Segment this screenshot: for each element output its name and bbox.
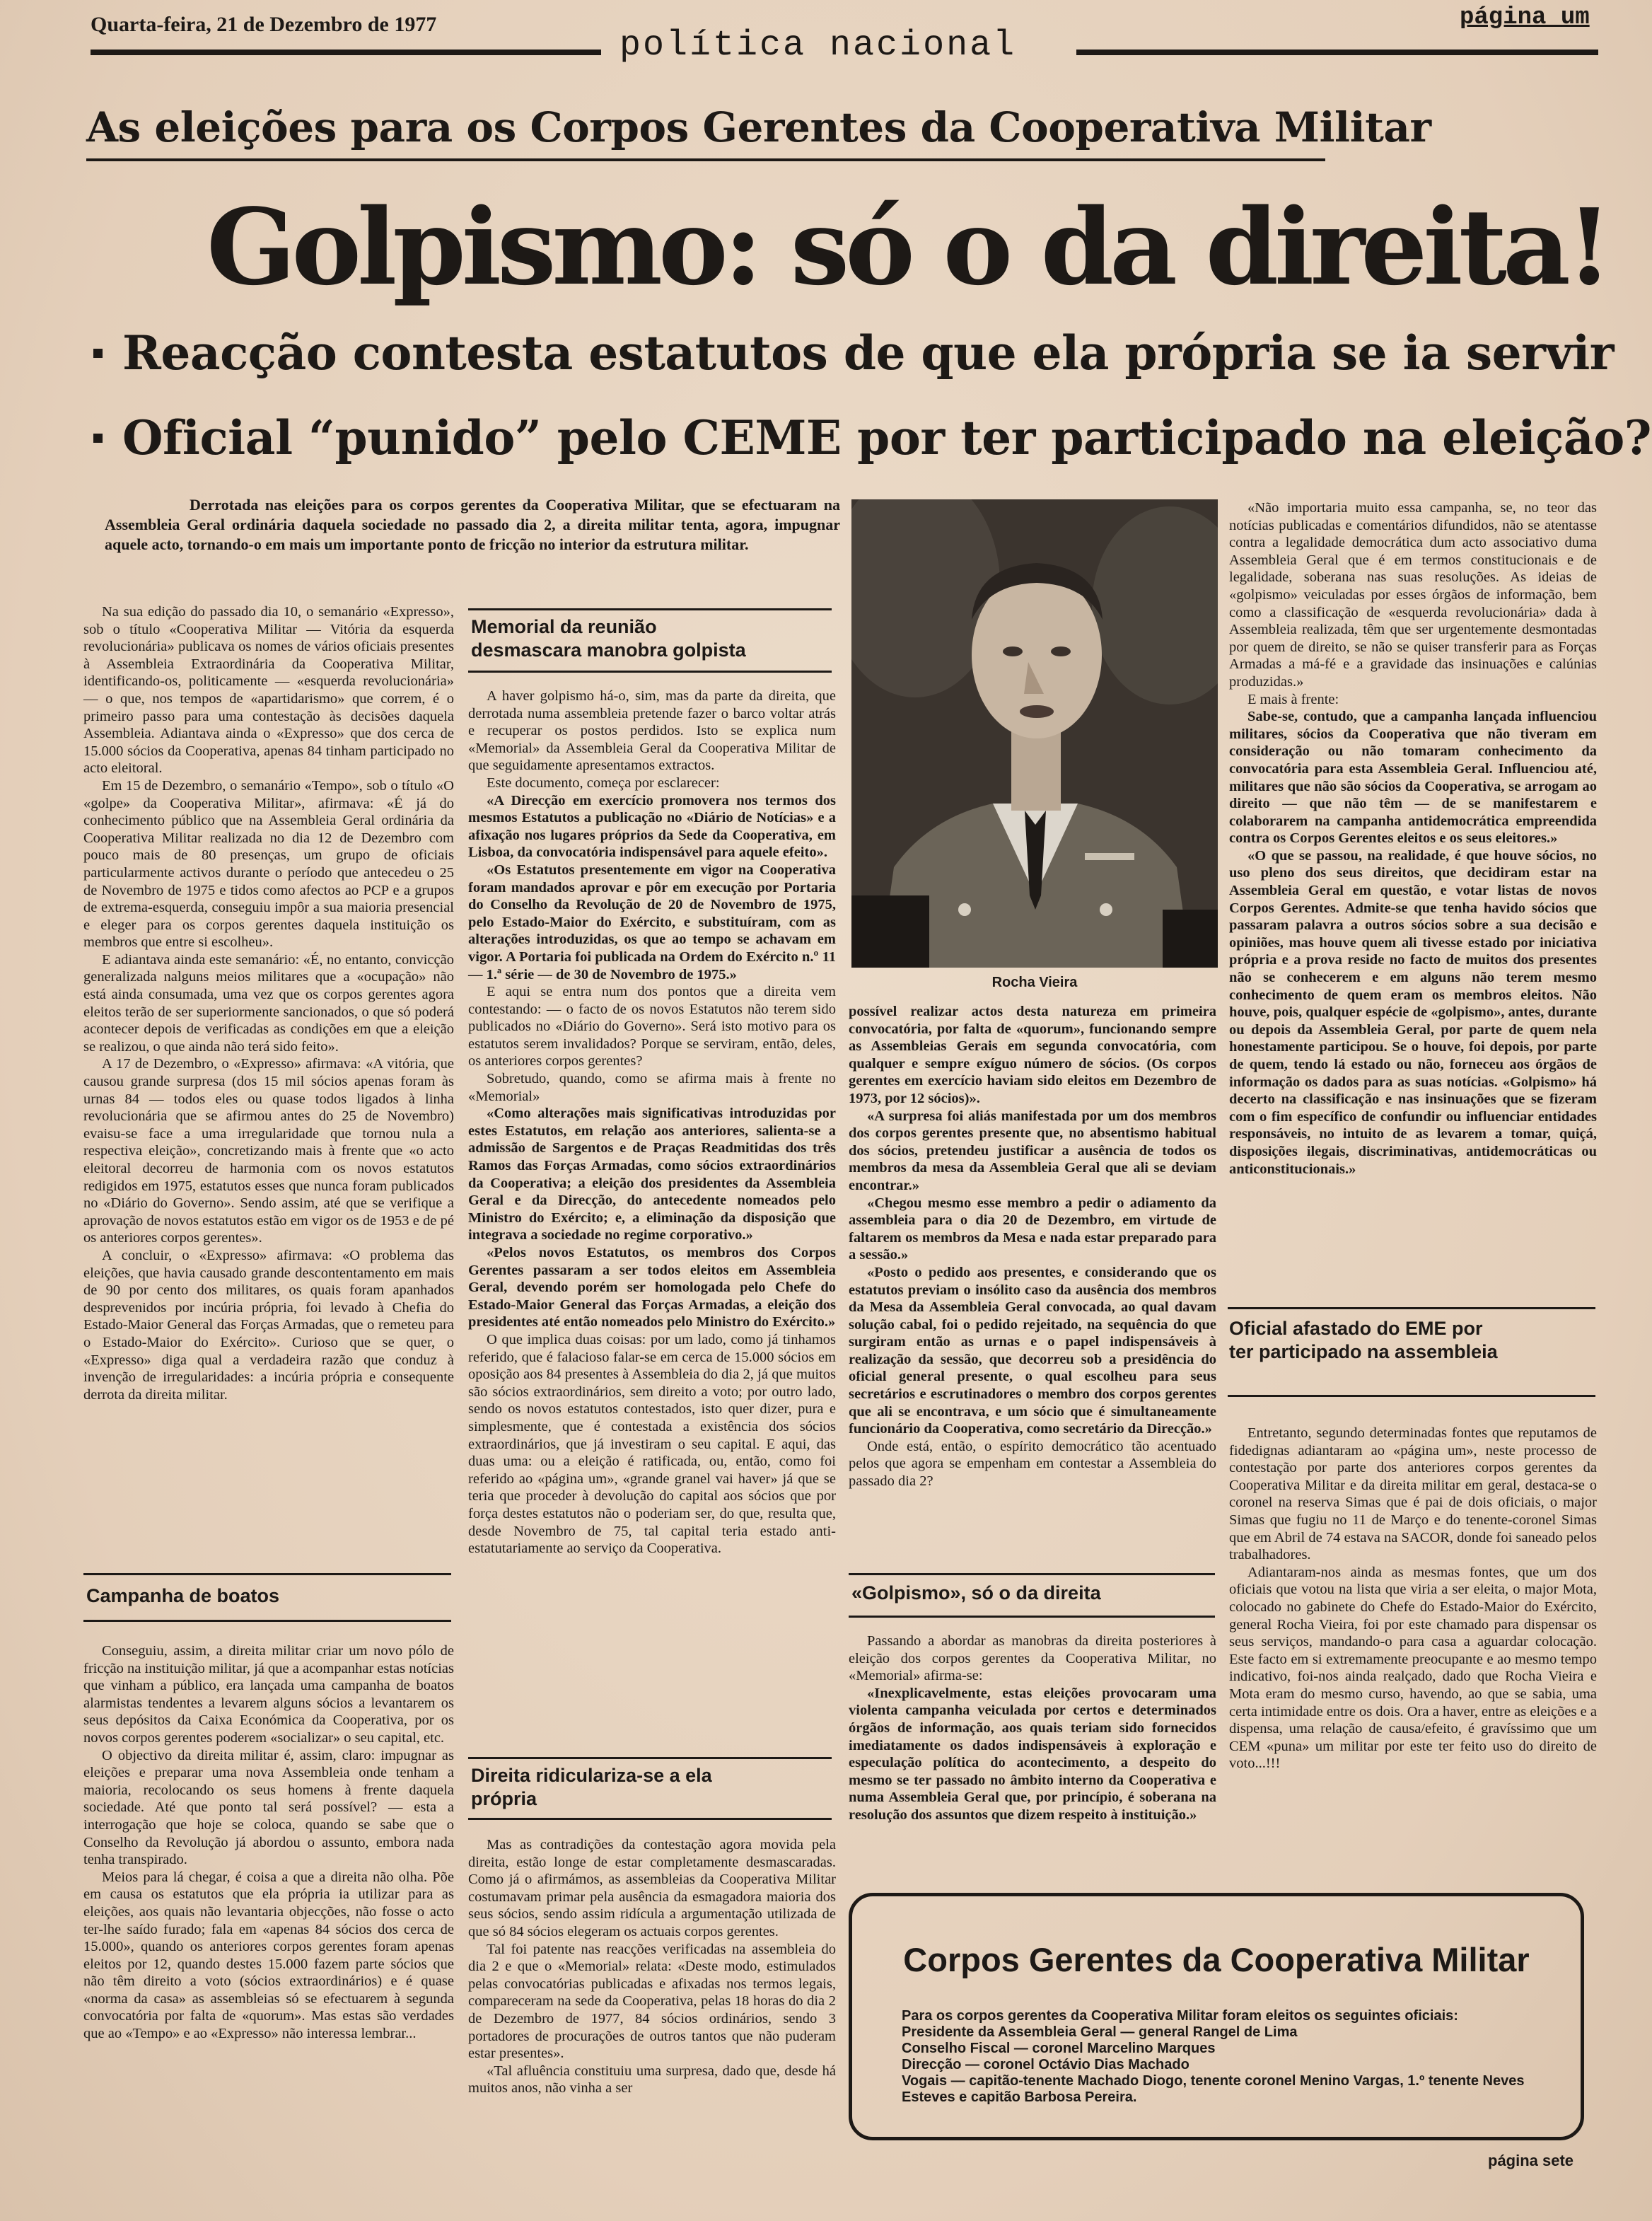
paragraph: Entretanto, segundo determinadas fontes que reputamos de fidedignas adiantaram ao «página um», neste processo de contestação por parte dos anteriores corpos gerentes da Cooperativa Militar e da direita militar em geral, destaca-se o coronel na reserva Simas que é pai de dois oficiais, o major Simas que fugiu no 11 de Março e do tenente-coronel Simas que em Abril de 74 estava na SACOR, donde foi saneado pelos trabalhadores.	[1229, 1425, 1597, 1563]
paragraph: Na sua edição do passado dia 10, o semanário «Expresso», sob o título «Cooperativa Militar — Vitória da esquerda revolucionária» publicava os nomes de vários oficiais presentes à Assembleia Extraordinária da Cooperativa Militar, identificando-os, politicamente — «esquerda revolucionária» — o que, nos tempos de «apartidarismo» que correm, é o primeiro passo para uma contestação às decisões daquela Assembleia. Adiantava ainda o «Expresso» que dos cerca de 15.000 sócios da Cooperativa, apenas 84 tinham participado no acto eleitoral.	[83, 604, 454, 777]
column-1b	[83, 1642, 454, 2043]
page-label: página um	[1460, 4, 1590, 31]
paragraph: possível realizar actos desta natureza em primeira convocatória, por falta de «quorum», funcionando sempre as Assembleias Gerais em segunda convocatória, com qualquer e sempre exíguo número de sócios. (Os corpos gerentes em exercício haviam sido eleitos em Dezembro de 1973, por 12 sócios)».	[849, 1004, 1216, 1106]
bullet-icon	[93, 349, 103, 358]
lead-paragraph: Derrotada nas eleições para os corpos gerentes da Cooperativa Militar, que se efectuaram na Assembleia Geral ordinária daquela sociedade no passado dia 2, a direita militar tenta, agora, impugnar aquele acto, tornando-o em mais um importante ponto de fricção no interior da estrutura militar.	[105, 496, 840, 553]
paragraph: Conseguiu, assim, a direita militar criar um novo pólo de fricção na instituição militar, já que a acompanhar estas notícias que vinham a público, era lançada uma campanha de boatos alarmistas tendentes a levarem alguns sócios a levantarem os seus depósitos da Caixa Económica da Cooperativa, por os novos corpos gerentes poderem «socializar» o seu capital, etc.	[83, 1643, 455, 1746]
paragraph: «Posto o pedido aos presentes, e considerando que os estatutos previam o insólito caso da ausência dos membros da Mesa da Assembleia Geral convocada, ao qual davam solução cabal, foi o pedido rejeitado, na sequência do que surgiram então as urnas e o papel indispensáveis à realização da sessão, que decorreu sob a presidência do oficial general presente, o qual escolheu para seus secretários e escrutinadores o membro dos corpos gerentes que ali se encontrava, e um sócio que é simultaneamente funcionário da Cooperativa, como secretário da Direcção.»	[849, 1264, 1216, 1437]
paragraph: «Tal afluência constituiu uma surpresa, dado que, desde há muitos anos, não vinha a ser	[468, 2063, 836, 2097]
paragraph: «A surpresa foi aliás manifestada por um dos membros dos corpos gerentes presente que, no absentismo habitual dos sócios, pretendeu justificar a ausência de todos os membros da mesa da Assembleia Geral que ali se deviam encontrar.»	[849, 1108, 1216, 1193]
column-2	[468, 688, 836, 1558]
box-line: Presidente da Assembleia Geral — general Rangel de Lima	[902, 2024, 1298, 2040]
paragraph: «Os Estatutos presentemente em vigor na Cooperativa foram mandados aprovar e pôr em execução por Portaria do Conselho da Revolução de 20 de Novembro de 1975, pelo Estado-Maior do Exército, e substituíram, com as alterações introduzidas, os que ao tempo se achavam em vigor. A Portaria foi publicada na Ordem do Exército n.º 11 — 1.ª série — de 30 de Novembro de 1975.»	[468, 862, 836, 982]
column-1	[83, 603, 454, 1403]
paragraph: Em 15 de Dezembro, o semanário «Tempo», sob o título «O «golpe» da Cooperativa Militar», afirmava: «É já do conhecimento público que na Assembleia Geral ordinária da Cooperativa Militar realizada no dia 12 de Dezembro com pouco mais de 80 presenças, um grupo de oficiais particularmente activos durante o período que antecedeu o 25 de Novembro de 1975 e tidos como afectos ao PCP e a grupos de extrema-esquerda, conseguiu impôr a sua maioria presencial e eleger para os corpos gerentes daquela instituição os membros que entre si escolheu».	[83, 777, 454, 951]
paragraph: Sabe-se, contudo, que a campanha lançada influenciou militares, sócios da Cooperativa que não tiveram em consideração ou não tomaram conhecimento da convocatória para esta Assembleia Geral. Influenciou até, militares que não são sócios da Cooperativa, se arrogam ao direito — que não têm — de se manifestarem e colaborarem na campanha antidemocrática empreendida contra os Corpos Gerentes eleitos e os seus eleitores.»	[1229, 709, 1597, 847]
column-3	[849, 1003, 1216, 1490]
column-4	[1229, 499, 1597, 1178]
subhead-2	[93, 410, 1651, 465]
subhead-rule	[468, 671, 832, 673]
issue-date: Quarta-feira, 21 de Dezembro de 1977	[91, 13, 437, 36]
section-subhead: Oficial afastado do EME por ter participado na assembleia	[1229, 1318, 1498, 1362]
box-body	[902, 2008, 1538, 2106]
paragraph: Passando a abordar as manobras da direita posteriores à eleição dos corpos gerentes da Cooperativa Militar, no «Memorial» afirma-se:	[849, 1633, 1216, 1684]
section-subhead: «Golpismo», só o da direita	[851, 1582, 1101, 1604]
box-line: Conselho Fiscal — coronel Marcelino Marques	[902, 2041, 1216, 2056]
bullet-icon	[93, 434, 103, 443]
paragraph: Tal foi patente nas reacções verificadas na assembleia do dia 2 e que o «Memorial» relata: «Deste modo, estimulados pelas convocatórias publicadas e afixadas nos termos legais, compareceram na sede da Cooperativa, pelas 18 horas do dia 2 de Dezembro de 1977, 84 sócios ordinários, sendo 3 portadores de procurações de outros tantos que não puderam estar presentes».	[468, 1941, 836, 2062]
box-line: Para os corpos gerentes da Cooperativa Militar foram eleitos os seguintes oficiais:	[902, 2008, 1458, 2024]
subhead-1	[93, 325, 1614, 381]
paragraph: Onde está, então, o espírito democrático tão acentuado pelos que agora se empenham em contestar a Assembleia do passado dia 2?	[849, 1438, 1216, 1490]
subhead-rule	[83, 1573, 451, 1575]
column-4b	[1229, 1425, 1597, 1773]
headline: Golpismo: só o da direita!	[206, 185, 1608, 308]
paragraph: E adiantava ainda este semanário: «É, no entanto, convicção generalizada nalguns meios militares que a «ocupação» não está ainda consumada, uma vez que os corpos gerentes agora eleitos terão de ser superiormente sancionados, o que só poderá acontecer depois de verificadas as condições em que a eleição se realizou, o que ainda não terá sido feito».	[83, 951, 454, 1055]
kicker: As eleições para os Corpos Gerentes da Cooperativa Militar	[86, 103, 1431, 151]
box-line: Vogais — capitão-tenente Machado Diogo, tenente coronel Menino Vargas, 1.º tenente Neves Esteves e capitão Barbosa Pereira.	[902, 2073, 1525, 2105]
subhead-rule	[849, 1616, 1215, 1618]
section-subhead: Campanha de boatos	[86, 1585, 280, 1606]
paragraph: «Não importaria muito essa campanha, se, no teor das notícias publicadas e comentários difundidos, não se atentasse contra a legalidade democrática dum acto associativo duma Assembleia Geral que é em termos constitucionais e de legalidade, soberana nas suas resoluções. As ideias de «golpismo» veiculadas por esses órgãos de informação, bem como a classificação de «esquerda revolucionária» dada à Assembleia realizada, têm que ser urgentemente desmontadas por quem de direito, se não se quiser transferir para as Forças Armadas a má-fé e a gravidade das insinuações e calúnias produzidas.»	[1229, 500, 1597, 690]
masthead-rule-right	[1076, 50, 1598, 55]
paragraph: Adiantaram-nos ainda as mesmas fontes, que um dos oficiais que votou na lista que viria a ser eleita, o major Mota, colocado no gabinete do Chefe do Estado-Maior do Exército, general Rocha Vieira, foi por este chamado para dispensar os seus serviços, mandando-o para casa a aguardar colocação. Este facto em si extremamente preocupante e ao mesmo tempo indicativo, foi-nos ainda realçado, dado que Rocha Vieira e Mota eram do mesmo curso, havendo, ao que se sabia, uma certa intimidade entre os dois. Ora a haver, entre as eleições e a dispensa, uma relação de causa/efeito, é gravíssimo que um CEM «puna» um militar por este ter feito uso do direito de voto...!!!	[1229, 1564, 1597, 1772]
subhead-rule	[849, 1573, 1215, 1575]
paragraph: E mais à frente:	[1247, 691, 1339, 707]
subhead-rule	[1228, 1307, 1595, 1309]
paragraph: E aqui se entra num dos pontos que a direita vem contestando: — o facto de os novos Estatutos não terem sido publicados no «Diário do Governo». Será isto motivo para os estatutos serem invalidados? Porque se serviram, então, deles, os anteriores corpos gerentes?	[468, 984, 836, 1069]
box-title: Corpos Gerentes da Cooperativa Militar	[903, 1941, 1530, 1978]
kicker-rule	[86, 158, 1325, 161]
portrait-illustration	[851, 499, 1218, 968]
section-subhead: Direita ridiculariza-se a ela própria	[471, 1765, 712, 1809]
box-line: Direcção — coronel Octávio Dias Machado	[902, 2057, 1189, 2072]
paragraph: «Chegou mesmo esse membro a pedir o adiamento da assembleia para o dia 20 de Dezembro, em virtude de faltarem os membros da Mesa e nada estar preparado para a sessão.»	[849, 1195, 1216, 1263]
section-title: política nacional	[620, 25, 1017, 66]
subhead-text: Reacção contesta estatutos de que ela própria se ia servir	[122, 325, 1615, 381]
paragraph: A 17 de Dezembro, o «Expresso» afirmava: «A vitória, que causou grande surpresa (dos 15 mil sócios apenas foram às urnas 84 — todos eles ou quase todos ligados à linha revolucionária que se afirmou antes do 25 de Novembro) evaisu-se face a uma irregularidade que tornou nula a respectiva eleição», concretizando mais à frente que «o acto eleitoral decorreu de harmonia com os novos estatutos redigidos em 1975, estatutos esses que nunca foram publicados no «Diário do Governo». Sendo assim, até que se verifique a aprovação de novos estatutos estão em vigor os de 1953 e de pé os anteriores corpos gerentes».	[83, 1056, 454, 1246]
paragraph: «Inexplicavelmente, estas eleições provocaram uma violenta campanha veiculada por certos e determinados órgãos de informação, aos quais teriam sido fornecidos imediatamente os dados indispensáveis à exploração e especulação política do acontecimento, a despeito do mesmo se ter passado no âmbito interno da Cooperativa e numa Assembleia Geral que, por princípio, é soberana na resolução dos assuntos que dizem respeito à instituição.»	[849, 1685, 1216, 1823]
paragraph: A haver golpismo há-o, sim, mas da parte da direita, que derrotada numa assembleia pretende fazer o barco voltar atrás e recuperar os postos perdidos. Isto se explica num «Memorial» da Assembleia Geral da Cooperativa Militar de que seguidamente apresentamos extractos.	[468, 688, 836, 774]
portrait-photo	[851, 499, 1218, 968]
paragraph: «O que se passou, na realidade, é que houve sócios, no uso pleno dos seus direitos, que decidiram estar na Assembleia Geral em questão, e votar listas de novos Corpos Gerentes. Admite-se que tenha havido sócios que passaram palavra a outros sócios sobre a sua decisão e opiniões, mas houve quem ali tivesse estado por iniciativa própria e a prova reside no facto de muitos dos presentes não se conhecerem e em alguns não terem mesmo conhecimento de quem eram os membros eleitos. Não houve, pois, qualquer espécie de «golpismo», antes, durante ou depois da Assembleia Geral, por parte de quem nela honestamente participou. Se o houve, foi depois, por parte de quem, tendo lá estado ou não, forneceu aos órgãos de informação os dados para as suas notícias. «Golpismo» há decerto na classificação e nas insinuações que se fizeram com o fim específico de confundir ou influenciar entidades responsáveis, no intuito de as levarem a tomar, quiçá, disposições ilegais, discriminativas, antidemocráticas ou anticonstitucionais.»	[1229, 847, 1597, 1177]
paragraph: Este documento, começa por esclarecer:	[487, 775, 720, 791]
paragraph: «Como alterações mais significativas introduzidas por estes Estatutos, em relação aos anteriores, salienta-se a admissão de Sargentos e de Praças Readmitidas dos três Ramos das Forças Armadas, como sócios extraordinários da Cooperativa; a eleição dos presidentes da Assembleia Geral e da Direcção, do antecedente nomeados pelo Ministro do Exército; e, a eliminação da disposição que integrava a sociedade no regime corporativo.»	[468, 1106, 836, 1243]
section-subhead: Memorial da reunião desmascara manobra golpista	[471, 616, 746, 661]
paragraph: A concluir, o «Expresso» afirmava: «O problema das eleições, que havia causado grande descontentamento em mais de 90 por cento dos militares, os quais foram apanhados desprevenidos por incúria própria, foi levado à Chefia do Estado-Maior General das Forças Armadas, que o remeteu para o Estado-Maior do Exército». Curioso que se quer, o «Expresso» diga qual a verdadeira razão que conduz à invenção de irregularidades: a incúria própria e consequente derrota da direita militar.	[83, 1247, 454, 1403]
subhead-rule	[468, 1757, 832, 1759]
officers-box	[849, 1893, 1584, 2140]
paragraph: Sobretudo, quando, como se afirma mais à frente no «Memorial»	[468, 1071, 836, 1104]
subhead-rule	[468, 1818, 832, 1820]
photo-caption: Rocha Vieira	[991, 975, 1078, 990]
paragraph: O que implica duas coisas: por um lado, como já tinhamos referido, que é falacioso falar-se em cerca de 15.000 sócios em oposição aos 84 presentes à Assembleia do dia 2, já que muitos são sócios extraordinários, sem direito a voto; por outro lado, sendo os novos estatutos contestados, isto quer dizer, pura e simplesmente, que é contestada a existência dos sócios extraordinários, que já investiram o seu capital. E aqui, das duas uma: ou a eleição é ratificada, ou, então, como foi referido ao «página um», «grande granel vai haver» já que se teria que proceder à devolução do capital aos sócios que por força destes estatutos não o poderiam ser, do que, resulta que, desde Novembro de 75, tal capital teria estado anti-estatutariamente ao serviço da Cooperativa.	[468, 1331, 836, 1557]
paragraph: «Pelos novos Estatutos, os membros dos Corpos Gerentes passaram a ser todos eleitos em Assembleia Geral, devendo porém ser homologada pelo Chefe do Estado-Maior General das Forças Armadas, a eleição dos presidentes até então nomeados pelo Ministro do Exército.»	[468, 1245, 836, 1330]
column-2b	[468, 1836, 836, 2097]
subhead-rule	[83, 1620, 451, 1622]
masthead-rule-left	[91, 50, 601, 55]
subhead-rule	[1228, 1395, 1595, 1397]
column-3b	[849, 1633, 1216, 1824]
paragraph: Meios para lá chegar, é coisa a que a direita não olha. Põe em causa os estatutos que ela própria ia utilizar para as eleições, aos quais não levantaria objecções, não fosse o acto ter-lhe saído furado; fala em «apenas 84 sócios dos cerca de 15.000», quando os anteriores corpos gerentes foram apenas eleitos por 12, quando destes 15.000 fazem parte sócios que não têm direito a voto (sócios extraordinários) e é quase «norma da casa» as assembleias só se efectuarem à segunda convocatória por falta de «quorum». Mas estas são verdades que ao «Tempo» e ao «Expresso» não interessa lembrar...	[83, 1869, 454, 2042]
subhead-rule	[468, 608, 832, 610]
subhead-text: Oficial “punido” pelo CEME por ter participado na eleição?	[122, 410, 1651, 465]
paragraph: Mas as contradições da contestação agora movida pela direita, estão longe de estar completamente desmascaradas. Como já o afirmámos, as assembleias da Cooperativa Militar costumavam primar pela ausência da esmagadora maioria dos seus sócios, sendo assim ridícula a argumentação utilizada de que só 84 sócios elegeram os actuais corpos gerentes.	[468, 1837, 836, 1939]
page-footer: página sete	[1488, 2152, 1574, 2169]
paragraph: O objectivo da direita militar é, assim, claro: impugnar as eleições e preparar uma nova Assembleia onde tenham a maioria, recolocando os seus homens à frente daquela sociedade. Até que ponto tal será possível? — esta a interrogação que hoje se coloca, quando se sabe que o Conselho da Revolução já abordou o assunto, embora nada tenha transpirado.	[83, 1747, 454, 1868]
paragraph: «A Direcção em exercício promovera nos termos dos mesmos Estatutos a publicação no «Diário de Notícias» e a afixação nos lugares próprios da Sede da Cooperativa, em Lisboa, da convocatória indispensável para aquele efeito».	[468, 792, 836, 861]
